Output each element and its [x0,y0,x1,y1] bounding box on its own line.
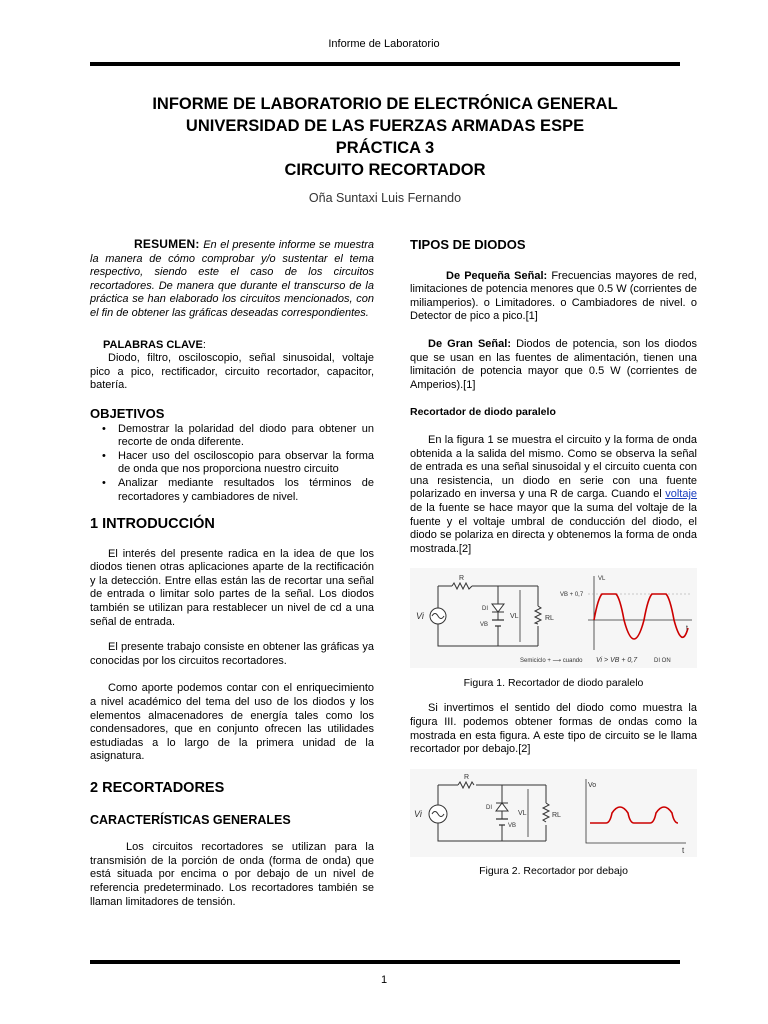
abstract-lead: RESUMEN: [134,237,200,251]
fig1-note-math: Vi > VB + 0,7 [596,657,638,665]
figure-2-caption: Figura 2. Recortador por debajo [479,865,628,878]
left-column [90,238,374,909]
figure-1 [410,568,697,690]
recortadores-heading: 2 RECORTADORES [90,780,225,796]
paralelo-paragraph [410,434,697,556]
small-signal-lead: De Pequeña Señal: [446,269,548,282]
fig1-label-vb: VB [480,622,489,629]
fig1-note-prefix: Semiciclo + ⟶ cuando [520,658,583,665]
fig1-resistor [452,583,472,589]
fig2-label-vl: VL [518,809,527,817]
fig2-label-rl: RL [552,811,561,819]
fig1-label-di: DI [482,606,488,613]
list-item: • Hacer uso del osciloscopio para observar la forma de onda que nos proporciona nuestro circuito [102,450,374,477]
fig2-diode [496,803,508,811]
caracteristicas-heading: CARACTERÍSTICAS GENERALES [90,812,291,827]
figure-2-diagram [410,769,697,857]
fig2-battery [496,819,508,825]
fig1-label-vl-axis: VL [598,576,606,583]
keywords-text: Diodo, filtro, osciloscopio, señal sinusoidal, voltaje pico a pico, rectificador, circuito recortador, capacitor, batería. [90,352,374,392]
right-column [410,238,697,879]
list-item: • Analizar mediante resultados los términos de recortadores y cambiadores de nivel. [102,477,374,504]
figure-1-caption: Figura 1. Recortador de diodo paralelo [463,676,644,689]
fig2-label-di: DI [486,804,492,811]
figure-2 [410,769,697,879]
figure-1-diagram [410,568,697,668]
intro-paragraph-3: Como aporte podemos contar con el enriquecimiento a nivel académico del tema del uso de los diodos y los elementos almacenadores de energía tales como los condensadores, que en conjunto ofrecen las utilidades estudiadas a lo largo de la primera unidad de la asignatura. [90,682,374,763]
keywords-title: PALABRAS CLAVE [103,338,203,351]
fig1-wire-left [438,586,538,646]
fig1-label-vl: VL [510,613,519,621]
bottom-rule [90,960,680,964]
fig1-clipped-wave [594,594,688,639]
fig1-label-vi: Vi [416,611,424,622]
keywords-title-row [90,339,374,353]
fig2-load-resistor [543,803,549,822]
fig2-label-vo: Vo [588,781,597,789]
big-signal-text: Diodos de potencia, son los diodos que se usan en las fuentes de alimentación, tienen una limitación de potencia mayor que 0.5 W (corrientes de Amperios).[1] [410,337,698,391]
running-header: Informe de Laboratorio [328,38,440,50]
fig1-label-r: R [459,575,465,583]
fig2-label-vi: Vi [414,808,422,819]
fig2-label-t: t [682,845,685,855]
tipos-heading: TIPOS DE DIODOS [410,237,526,252]
intro-paragraph-1: El interés del presente radica en la idea de que los diodos tienen otras aplicaciones aparte de la rectificación y la detección. Entre ellas están las de recortar una señal de entrada o limitar solo partes de la señal. Los diodos también se utilizan para restablecer un nivel de cd a una señal de entrada. [90,547,374,628]
document-title [90,93,680,181]
abstract [90,238,374,321]
top-rule [90,62,680,66]
page-number: 1 [380,974,388,986]
keywords-colon: : [202,338,206,351]
small-signal-paragraph [410,270,697,324]
title-line-2: UNIVERSIDAD DE LAS FUERZAS ARMADAS ESPE [185,117,585,135]
big-signal-lead: De Gran Señal: [428,337,511,350]
fig1-note-suffix: DI ON [654,658,671,665]
objectives-heading: OBJETIVOS [90,405,165,421]
recortador-debajo-paragraph: Si invertimos el sentido del diodo como muestra la figura III. podemos obtener formas de ondas como la mostrada en esta figura. A este tipo de circuito se le llama recortador por debajo.[2] [410,702,697,756]
fig2-clipped-wave [590,807,678,823]
voltaje-link[interactable]: voltaje [665,488,697,501]
abstract-text: En el presente informe se muestra la manera de cómo comprobar y/o sustentar el tema respectivo, siendo este el caso de los circuitos recortadores. De manera que durante el transcurso de la práctica se han elaborado los circuitos mencionados, con el fin de obtener las gráficas deseadas correspondientes. [90,239,374,319]
fig1-load-resistor [535,606,541,624]
intro-heading: 1 INTRODUCCIÓN [90,516,215,533]
fig1-axis [588,576,692,650]
fig1-diode [492,604,504,612]
paralelo-heading: Recortador de diodo paralelo [410,406,556,419]
fig2-label-vb: VB [508,822,517,829]
objectives-list [90,423,374,505]
fig1-battery [492,620,504,626]
recortadores-paragraph: Los circuitos recortadores se utilizan para la transmisión de la porción de onda (forma de onda) que está situada por encima o por debajo de un nivel de referencia predeterminado. Los recortadores también se llaman limitadores de tensión. [90,841,374,908]
fig1-label-t: t [686,625,688,633]
fig2-label-r: R [464,773,470,781]
paralelo-text-after: de la fuente se hace mayor que la suma del voltaje de la fuente y el voltaje umbral de conducción del diodo, el diodo se polariza en directa y obtenemos la forma de onda mostrada.[2] [410,501,697,555]
fig2-wire-left [438,785,546,841]
intro-paragraph-2: El presente trabajo consiste en obtener las gráficas ya conocidas por los circuitos recortadores. [90,641,374,667]
paralelo-text-before: En la figura 1 se muestra el circuito y la forma de onda obtenida a la salida del mismo. Como se observa la señal de entrada es una señal sinusoidal y el circuito cuenta con una resistencia, un diodo en serie con una fuente polarizado en inversa y una R de carga. Cuando el [410,433,697,501]
fig1-label-rl: RL [545,615,554,623]
small-signal-text: Frecuencias mayores de red, limitaciones de potencia menores que 0.5 W (corrientes de miliamperios). o Limitadores. o Cambiadores de nivel. o Detector de pico a pico.[1] [410,269,697,323]
list-item: • Demostrar la polaridad del diodo para obtener un recorte de onda diferente. [102,423,374,450]
author-name: Oña Suntaxi Luis Fernando [308,191,462,205]
title-line-4: CIRCUITO RECORTADOR [284,161,486,179]
title-line-1: INFORME DE LABORATORIO DE ELECTRÓNICA GENERAL [152,95,618,113]
title-line-3: PRÁCTICA 3 [335,139,435,157]
fig2-resistor [458,782,474,788]
fig1-label-level: VB + 0,7 [560,592,584,599]
big-signal-paragraph [410,338,697,392]
